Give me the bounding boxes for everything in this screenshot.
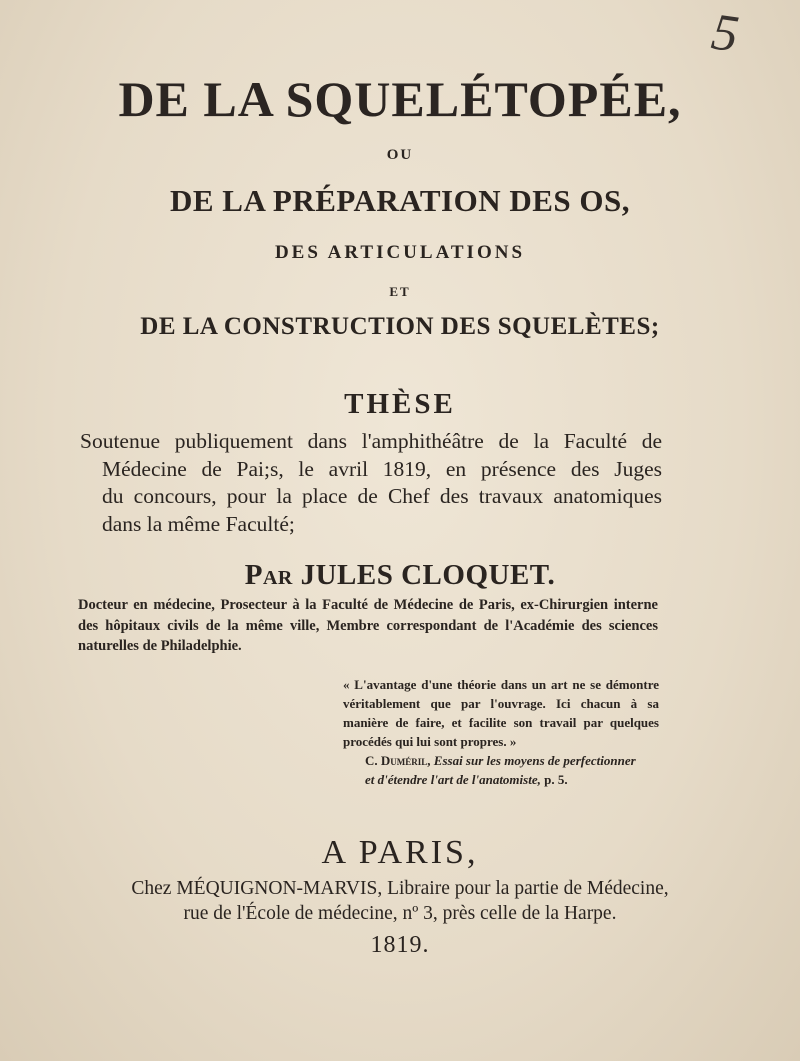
citation-work: Essai sur les moyens de perfectionner (433, 753, 636, 768)
author-name: JULES CLOQUET. (300, 559, 556, 591)
imprint-address: rue de l'École de médecine, nº 3, près celle de la Harpe. (183, 903, 617, 924)
epigraph-citation-cont (343, 770, 659, 789)
epigraph-line: « L'avantage d'une théorie dans un art ne se démontre (343, 677, 659, 692)
subtitle-preparation: DE LA PRÉPARATION DES OS, (169, 183, 631, 218)
these-line: dans la même Faculté; (102, 511, 295, 536)
author-byline (0, 559, 800, 592)
epigraph-line: manière de faire, et facilite son travail par quelques (343, 715, 659, 730)
epigraph-line: procédés qui lui sont propres. » (343, 734, 517, 749)
author-qualifications (78, 595, 658, 657)
epigraph-citation (343, 751, 659, 770)
citation-work-cont: et d'étendre l'art de l'anatomiste, (365, 772, 541, 787)
citation-author: C. Duméril, (365, 753, 431, 768)
author-prefix: Par (244, 559, 293, 591)
imprint-year: 1819. (370, 932, 430, 958)
these-description (80, 428, 662, 538)
these-line: Soutenue publiquement dans l'amphithéâtre de la Faculté de (80, 429, 662, 453)
epigraph-line: véritablement que par l'ouvrage. Ici chacun à sa (343, 696, 659, 711)
these-heading: THÈSE (344, 388, 456, 420)
these-line: Médecine de Pai;s, le avril 1819, en présence des Juges (102, 456, 662, 481)
epigraph (343, 675, 659, 789)
qualification-line: Docteur en médecine, Prosecteur à la Faculté de Médecine de Paris, ex-Chirurgien interne (78, 597, 658, 613)
subtitle-articulations: DES ARTICULATIONS (274, 242, 526, 263)
imprint-city: A PARIS, (321, 834, 479, 871)
citation-page: p. 5. (544, 772, 568, 787)
these-line: du concours, pour la place de Chef des travaux anatomiques (102, 484, 662, 508)
qualification-line: des hôpitaux civils de la même ville, Membre correspondant de l'Académie des sciences (78, 617, 658, 634)
imprint-publisher: Chez MÉQUIGNON-MARVIS, Libraire pour la partie de Médecine, (131, 878, 669, 899)
subtitle-construction: DE LA CONSTRUCTION DES SQUELÈTES; (140, 313, 660, 340)
title-conjunction-et: ET (389, 284, 411, 299)
qualification-line: naturelles de Philadelphie. (78, 638, 242, 654)
folio-mark: 5 (708, 3, 742, 64)
main-title: DE LA SQUELÉTOPÉE, (118, 71, 682, 127)
title-conjunction-ou: OU (386, 147, 414, 163)
